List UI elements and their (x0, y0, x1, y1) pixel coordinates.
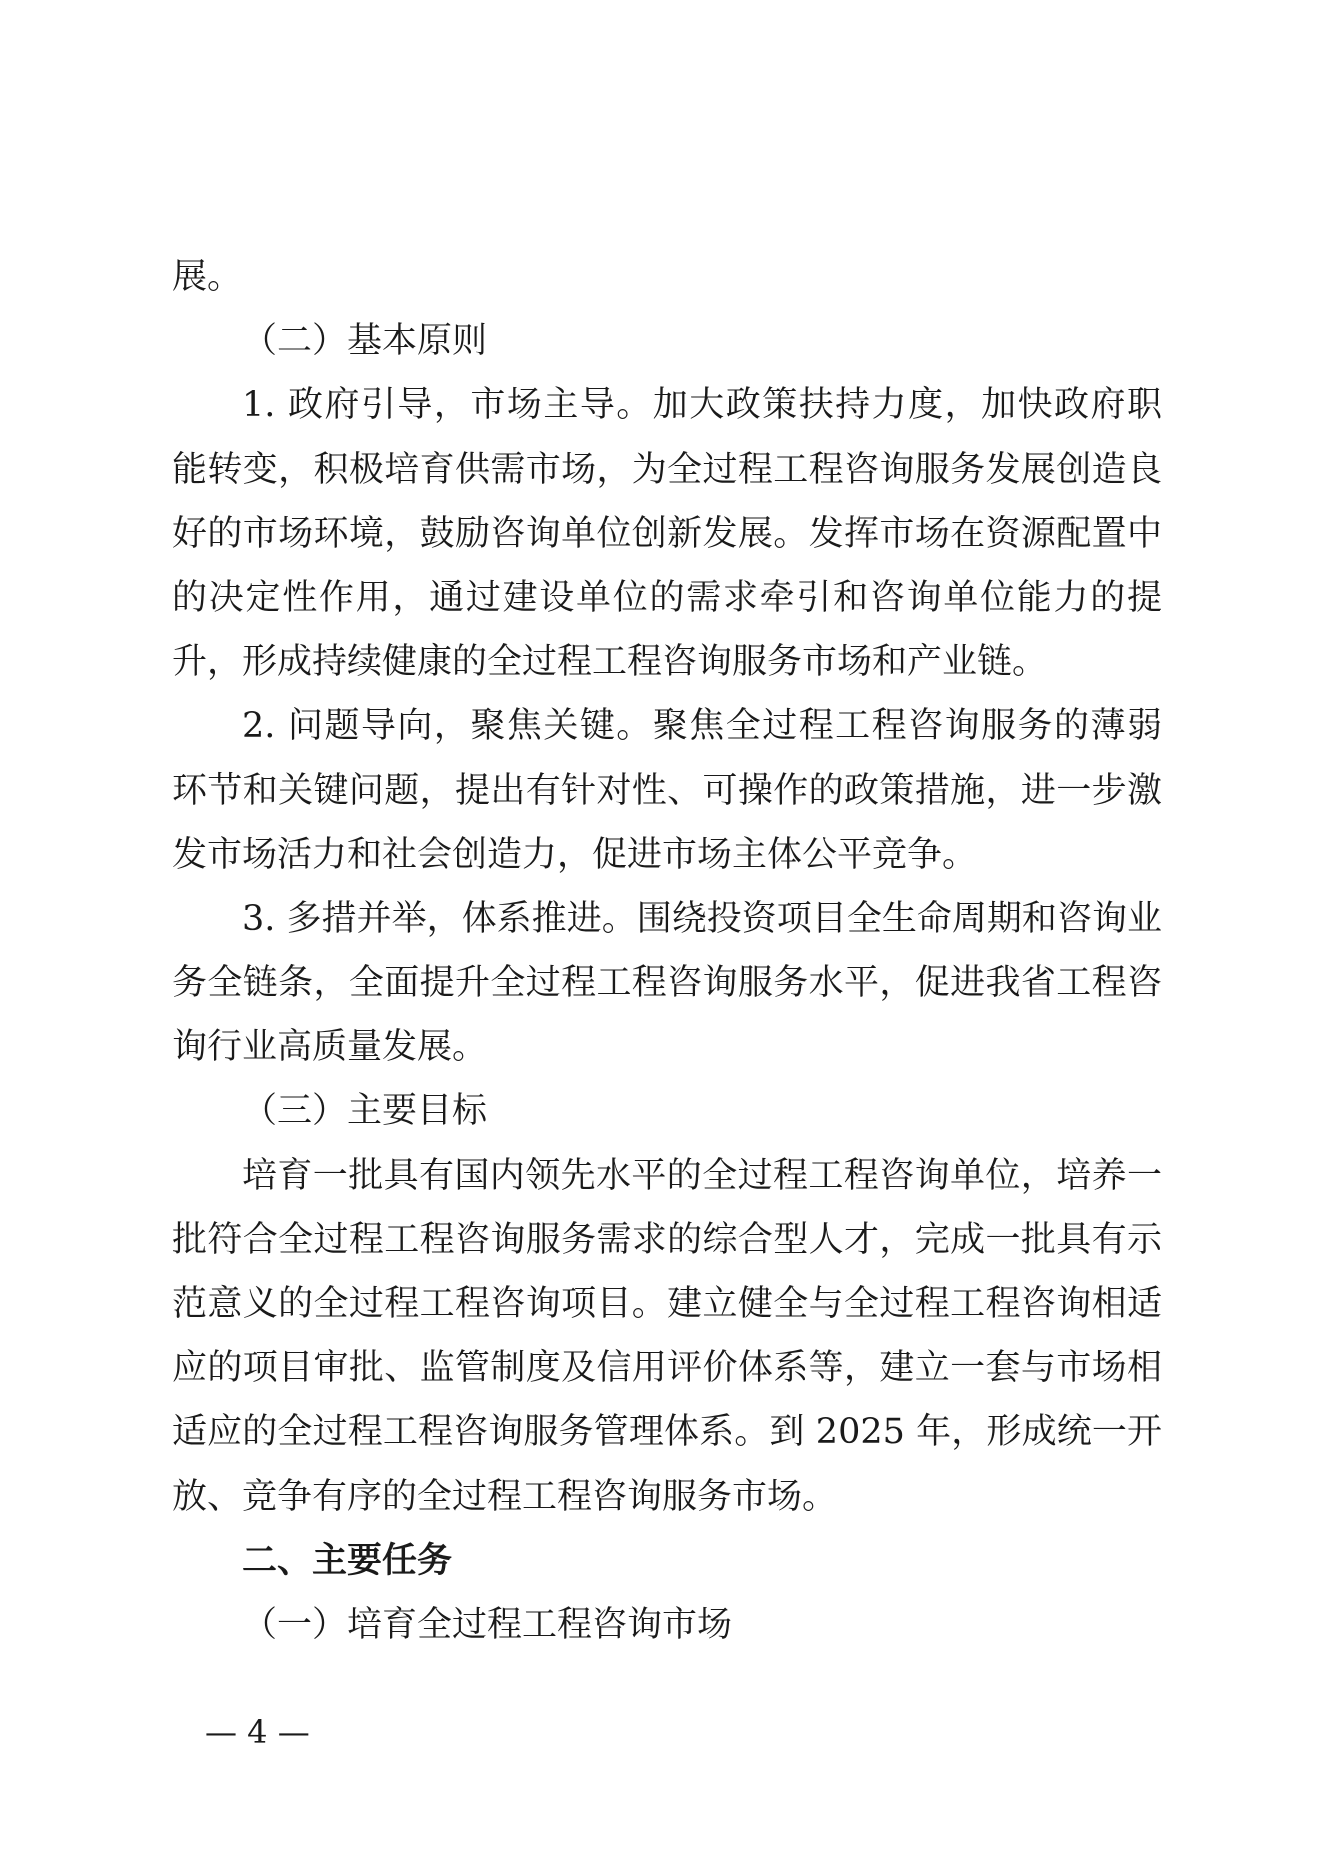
text-line: 1. 政府引导，市场主导。加大政策扶持力度，加快政府职 (242, 385, 1162, 426)
text-line: 二、主要任务 (242, 1540, 453, 1581)
text-line: 能转变，积极培育供需市场，为全过程工程咨询服务发展创造良 (172, 449, 1162, 490)
text-line: 环节和关键问题，提出有针对性、可操作的政策措施，进一步激 (172, 770, 1162, 811)
text-line: 发市场活力和社会创造力，促进市场主体公平竞争。 (172, 834, 978, 875)
text-line: 询行业高质量发展。 (172, 1027, 488, 1068)
text-line: 3. 多措并举，体系推进。围绕投资项目全生命周期和咨询业 (242, 898, 1162, 939)
text-line: 好的市场环境，鼓励咨询单位创新发展。发挥市场在资源配置中 (172, 513, 1162, 554)
text-line: （一）培育全过程工程咨询市场 (242, 1604, 733, 1645)
text-line: 展。 (172, 257, 243, 297)
text-line: 应的项目审批、监管制度及信用评价体系等，建立一套与市场相 (172, 1348, 1162, 1389)
text-line: 放、竞争有序的全过程工程咨询服务市场。 (172, 1476, 838, 1517)
text-line: （三）主要目标 (242, 1091, 488, 1132)
text-line: （二）基本原则 (242, 321, 488, 362)
document-body (172, 245, 1162, 1657)
text-line: 务全链条，全面提升全过程工程咨询服务水平，促进我省工程咨 (172, 963, 1162, 1004)
text-line: 的决定性作用，通过建设单位的需求牵引和咨询单位能力的提 (172, 577, 1162, 618)
text-line: 升，形成持续健康的全过程工程咨询服务市场和产业链。 (172, 642, 1048, 683)
page-number: — 4 — (205, 1713, 310, 1751)
text-line: 培育一批具有国内领先水平的全过程工程咨询单位，培养一 (242, 1155, 1162, 1196)
text-line: 范意义的全过程工程咨询项目。建立健全与全过程工程咨询相适 (172, 1284, 1162, 1324)
text-line: 2. 问题导向，聚焦关键。聚焦全过程工程咨询服务的薄弱 (242, 706, 1162, 747)
text-line: 适应的全过程工程咨询服务管理体系。到 2025 年，形成统一开 (172, 1412, 1162, 1453)
text-line: 批符合全过程工程咨询服务需求的综合型人才，完成一批具有示 (172, 1219, 1162, 1260)
